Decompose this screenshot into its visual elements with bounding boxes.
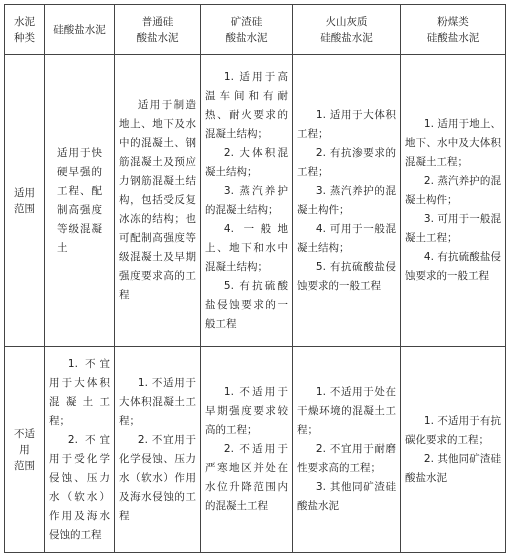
header-cell-portland xyxy=(45,5,115,55)
cell-text: 3. 蒸汽养护的混凝土构件； xyxy=(297,184,396,216)
cell-not-applicable-portland xyxy=(45,347,115,553)
header-cell-cement-type xyxy=(5,5,45,55)
cell-text: 2. 大体积混凝土结构； xyxy=(205,146,288,178)
cell-text: 1. 不适用于大体积混凝土工程； xyxy=(119,376,196,427)
row-label-line: 适用 xyxy=(14,186,35,199)
cell-text: 2. 不宜用于耐磨性要求高的工程； xyxy=(297,443,396,474)
header-line: 酸盐水泥 xyxy=(136,31,179,44)
cell-text: 2. 不宜用于受化学侵蚀、压力水（软水）作用及海水侵蚀的工程 xyxy=(49,433,110,541)
cell-text: 1. 不适用于有抗碳化要求的工程； xyxy=(405,414,501,446)
header-cell-pozzolanic-portland xyxy=(293,5,401,55)
header-line: 水泥 xyxy=(14,15,35,28)
header-cell-slag-portland xyxy=(201,5,293,55)
table-row-applicable xyxy=(5,55,506,347)
header-cell-fly-ash-portland xyxy=(401,5,506,55)
cell-not-applicable-slag xyxy=(201,347,293,553)
cell-text: 1. 不宜用于大体积混凝土工程； xyxy=(49,357,110,427)
cell-applicable-slag xyxy=(201,55,293,347)
cell-text: 1. 不适用于早期强度要求较高的工程； xyxy=(205,386,288,436)
cell-text: 5. 有抗硫酸盐侵蚀要求的一般工程 xyxy=(297,260,396,292)
cell-text: 适用于制造地上、地下及水中的混凝土、钢筋混凝土及预应力钢筋混凝土结构，包括受反复冰冻的结构；也可配制高强度等级混凝土及早期强度要求高的工程 xyxy=(119,99,196,301)
cell-text: 1. 不适用于处在干燥环境的混凝土工程； xyxy=(297,386,396,436)
row-label-line: 范围 xyxy=(14,202,35,215)
cell-text: 2. 有抗渗要求的工程； xyxy=(297,146,396,178)
cell-text: 2. 其他同矿渣硅酸盐水泥 xyxy=(405,452,501,484)
cell-text: 4. 可用于一般混凝土结构； xyxy=(297,222,396,254)
cell-text: 2. 不适用于严寒地区并处在水位升降范围内的混凝土工程 xyxy=(205,443,288,512)
header-line: 种类 xyxy=(14,31,35,44)
header-line: 普通硅 xyxy=(141,15,174,28)
cell-not-applicable-fly-ash xyxy=(401,347,506,553)
header-line: 酸盐水泥 xyxy=(225,31,268,44)
header-line: 硅酸盐水泥 xyxy=(53,23,106,36)
cell-applicable-portland xyxy=(45,55,115,347)
header-line: 火山灰质 xyxy=(325,15,368,28)
cell-text: 适用于快硬早强的工程、配制高强度等级混凝土 xyxy=(57,146,102,254)
cell-text: 1. 适用于高温车间和有耐热、耐火要求的混凝土结构； xyxy=(205,70,288,140)
cell-text: 5. 有抗硫酸盐侵蚀要求的一般工程 xyxy=(205,279,288,330)
row-label-applicable xyxy=(5,55,45,347)
row-label-line: 范围 xyxy=(14,459,35,472)
cell-text: 4. 有抗硫酸盐侵蚀要求的一般工程 xyxy=(405,251,501,282)
cell-text: 3. 可用于一般混凝土工程； xyxy=(405,213,501,244)
cell-text: 1. 适用于地上、地下、水中及大体积混凝土工程； xyxy=(405,118,501,168)
cement-application-table xyxy=(4,4,506,553)
cell-text: 3. 蒸汽养护的混凝土结构； xyxy=(205,184,288,216)
cell-text: 1. 适用于大体积工程； xyxy=(297,108,396,140)
cell-text: 2. 不宜用于化学侵蚀、压力水（软水）作用及海水侵蚀的工程 xyxy=(119,433,196,522)
cell-text: 3. 其他同矿渣硅酸盐水泥 xyxy=(297,481,396,512)
header-line: 粉煤类 xyxy=(437,15,469,28)
cell-text: 2. 蒸汽养护的混凝土构件； xyxy=(405,175,501,206)
cell-not-applicable-ordinary xyxy=(115,347,201,553)
cell-not-applicable-pozzolanic xyxy=(293,347,401,553)
cell-applicable-fly-ash xyxy=(401,55,506,347)
header-line: 硅酸盐水泥 xyxy=(320,31,373,44)
row-label-line: 不适用 xyxy=(14,427,35,456)
cell-applicable-pozzolanic xyxy=(293,55,401,347)
header-line: 矿渣硅 xyxy=(230,15,263,28)
cell-applicable-ordinary xyxy=(115,55,201,347)
table-row-not-applicable xyxy=(5,347,506,553)
table-header-row xyxy=(5,5,506,55)
header-cell-ordinary-portland xyxy=(115,5,201,55)
row-label-not-applicable xyxy=(5,347,45,553)
header-line: 硅酸盐水泥 xyxy=(426,31,480,44)
cell-text: 4. 一般地上、地下和水中混凝土结构； xyxy=(205,222,288,273)
